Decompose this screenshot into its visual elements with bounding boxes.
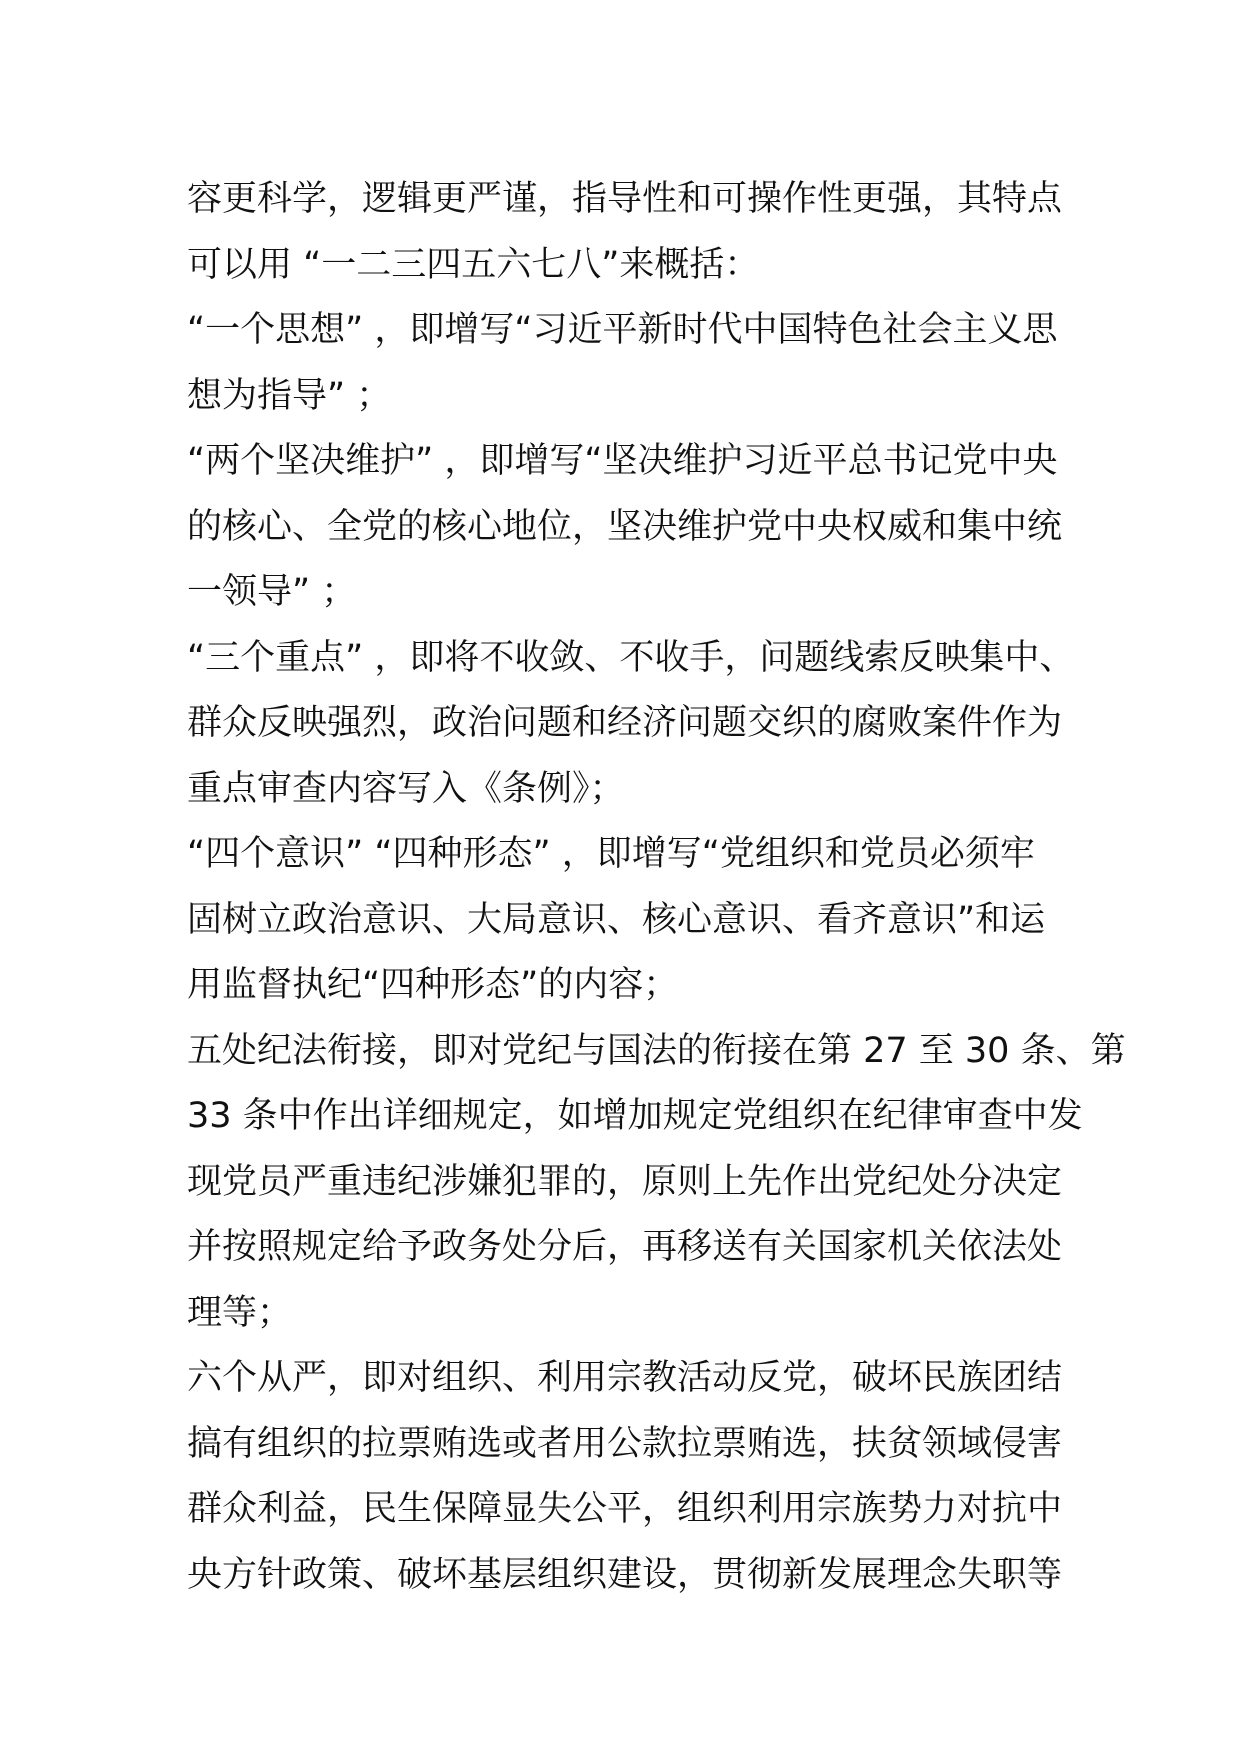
text-line: 容更科学，逻辑更严谨，指导性和可操作性更强，其特点 (187, 179, 1063, 219)
text-line: 五处纪法衔接，即对党纪与国法的衔接在第 27 至 30 条、第 (187, 1030, 1126, 1071)
text-line: 并按照规定给予政务处分后，再移送有关国家机关依法处 (187, 1227, 1063, 1267)
text-line: 搞有组织的拉票贿选或者用公款拉票贿选，扶贫领域侵害 (187, 1423, 1063, 1464)
text-line: 现党员严重违纪涉嫌犯罪的，原则上先作出党纪处分决定 (187, 1161, 1063, 1202)
text-line: “两个坚决维护” ，即增写“坚决维护习近平总书记党中央 (187, 441, 1058, 481)
text-line: 可以用 “一二三四五六七八”来概括： (187, 244, 760, 285)
text-line: 群众利益，民生保障显失公平，组织利用宗族势力对抗中 (187, 1489, 1063, 1529)
text-line: 群众反映强烈，政治问题和经济问题交织的腐败案件作为 (187, 703, 1063, 743)
text-line: 的核心、全党的核心地位，坚决维护党中央权威和集中统 (187, 506, 1063, 547)
text-line: 重点审查内容写入《条例》； (187, 768, 625, 809)
text-line: 一领导” ； (187, 572, 357, 612)
document-body (187, 167, 1126, 1608)
text-line: “四个意识” “四种形态” ，即增写“党组织和党员必须牢 (187, 834, 1035, 874)
text-line: 33 条中作出详细规定，如增加规定党组织在纪律审查中发 (187, 1096, 1083, 1136)
text-line: 央方针政策、破坏基层组织建设，贯彻新发展理念失职等 (187, 1554, 1063, 1595)
text-line: 用监督执纪“四种形态”的内容； (187, 965, 679, 1005)
text-line: “三个重点” ，即将不收敛、不收手，问题线索反映集中、 (187, 637, 1075, 678)
text-line: 想为指导” ； (187, 375, 392, 416)
text-line: 六个从严，即对组织、利用宗教活动反党，破坏民族团结 (187, 1358, 1063, 1398)
text-line: 固树立政治意识、大局意识、核心意识、看齐意识”和运 (187, 899, 1046, 940)
text-line: “一个思想” ，即增写“习近平新时代中国特色社会主义思 (187, 310, 1058, 350)
text-line: 理等； (187, 1292, 293, 1333)
